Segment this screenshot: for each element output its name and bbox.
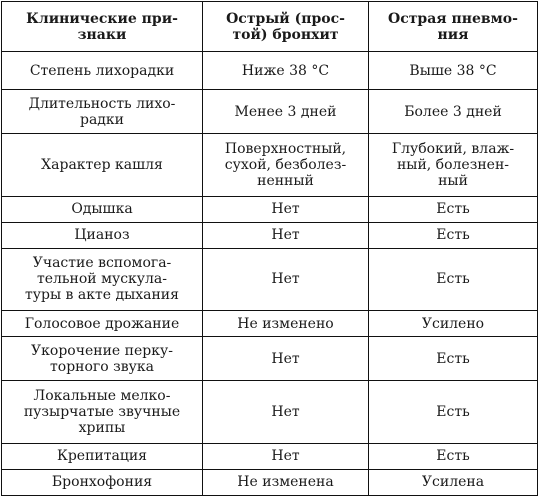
pneumonia-value: Есть [369, 381, 538, 443]
bronchitis-value: Нет [203, 443, 369, 469]
table-row [2, 443, 538, 469]
bronchitis-value: Нет [203, 381, 369, 443]
table-row [2, 134, 538, 196]
pneumonia-value: Есть [369, 248, 538, 310]
bronchitis-value: Не изменено [203, 311, 369, 337]
pneumonia-value: Есть [369, 337, 538, 381]
row-label: Крепитация [2, 443, 203, 469]
row-label: Характер кашля [2, 134, 203, 196]
table-row [2, 222, 538, 248]
pneumonia-value: Усилено [369, 311, 538, 337]
header-cell-signs: Клинические при- знаки [2, 2, 203, 52]
row-label: Локальные мелко- пузырчатые звучные хрипы [2, 381, 203, 443]
bronchitis-value: Ниже 38 °С [203, 52, 369, 90]
bronchitis-value: Нет [203, 196, 369, 222]
table-row [2, 337, 538, 381]
bronchitis-value: Нет [203, 222, 369, 248]
pneumonia-value: Выше 38 °С [369, 52, 538, 90]
row-label: Бронхофония [2, 469, 203, 495]
row-label: Длительность лихо- радки [2, 90, 203, 134]
row-label: Участие вспомога- тельной мускула- туры в акте дыхания [2, 248, 203, 310]
table-row [2, 381, 538, 443]
table-row [2, 196, 538, 222]
header-row [2, 2, 538, 52]
table-container [1, 1, 537, 496]
pneumonia-value: Глубокий, влаж- ный, болезнен- ный [369, 134, 538, 196]
row-label: Голосовое дрожание [2, 311, 203, 337]
pneumonia-value: Усилена [369, 469, 538, 495]
bronchitis-value: Менее 3 дней [203, 90, 369, 134]
row-label: Степень лихорадки [2, 52, 203, 90]
table-row [2, 311, 538, 337]
table-row [2, 52, 538, 90]
bronchitis-value: Не изменена [203, 469, 369, 495]
bronchitis-value: Поверхностный, сухой, безболез- ненный [203, 134, 369, 196]
pneumonia-value: Более 3 дней [369, 90, 538, 134]
row-label: Укорочение перку- торного звука [2, 337, 203, 381]
row-label: Одышка [2, 196, 203, 222]
pneumonia-value: Есть [369, 196, 538, 222]
header-cell-pneumonia: Острая пневмо- ния [369, 2, 538, 52]
row-label: Цианоз [2, 222, 203, 248]
bronchitis-value: Нет [203, 248, 369, 310]
header-cell-bronchitis: Острый (прос- той) бронхит [203, 2, 369, 52]
table-row [2, 90, 538, 134]
bronchitis-value: Нет [203, 337, 369, 381]
pneumonia-value: Есть [369, 443, 538, 469]
pneumonia-value: Есть [369, 222, 538, 248]
comparison-table [1, 1, 538, 496]
table-row [2, 469, 538, 495]
table-row [2, 248, 538, 310]
